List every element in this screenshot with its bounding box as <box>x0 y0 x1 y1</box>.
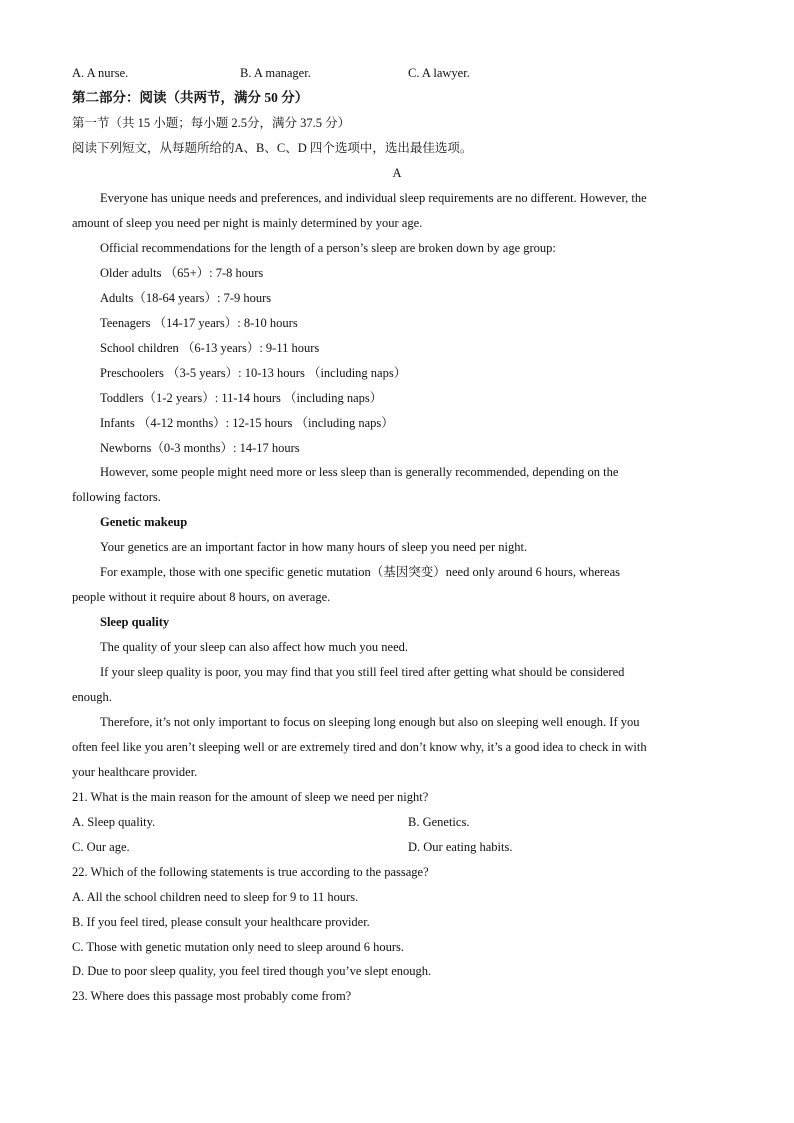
paragraph-4: Your genetics are an important factor in how many hours of sleep you need per night. <box>100 540 528 554</box>
age-group-teenagers: Teenagers （14-17 years）: 8-10 hours <box>100 316 298 330</box>
section-heading: 第一节（共 15 小题；每小题 2.5分，满分 37.5 分） <box>72 116 351 130</box>
paragraph-2: Official recommendations for the length of a person’s sleep are broken down by age group: <box>100 241 556 255</box>
option-c-lawyer: C. A lawyer. <box>408 66 470 80</box>
part-heading: 第二部分：阅读（共两节，满分 50 分） <box>72 90 309 105</box>
question-21-option-b: B. Genetics. <box>408 815 470 829</box>
subheading-genetic-makeup: Genetic makeup <box>100 515 188 529</box>
option-b-manager: B. A manager. <box>240 66 311 80</box>
question-21-option-c: C. Our age. <box>72 840 130 854</box>
paragraph-5-line-2: people without it require about 8 hours, on average. <box>72 590 331 604</box>
option-a-nurse: A. A nurse. <box>72 66 129 80</box>
paragraph-7-line-2: enough. <box>72 690 112 704</box>
paragraph-3-line-2: following factors. <box>72 490 161 504</box>
question-22-option-c: C. Those with genetic mutation only need to sleep around 6 hours. <box>72 940 405 954</box>
age-group-toddlers: Toddlers（1-2 years）: 11-14 hours （including naps） <box>100 391 383 405</box>
paragraph-6: The quality of your sleep can also affect how much you need. <box>100 640 409 654</box>
age-group-infants: Infants （4-12 months）: 12-15 hours （including naps） <box>100 416 394 430</box>
instruction: 阅读下列短文，从每题所给的A、B、C、D 四个选项中，选出最佳选项。 <box>72 141 473 155</box>
paragraph-8-line-1: Therefore, it’s not only important to focus on sleeping long enough but also on sleeping well enough. If you <box>100 715 640 729</box>
passage-label: A <box>392 166 402 180</box>
question-22-option-d: D. Due to poor sleep quality, you feel tired though you’ve slept enough. <box>72 964 432 978</box>
age-group-older-adults: Older adults （65+）: 7-8 hours <box>100 266 264 280</box>
paragraph-3-line-1: However, some people might need more or less sleep than is generally recommended, depending on the <box>100 465 619 479</box>
paragraph-7-line-1: If your sleep quality is poor, you may find that you still feel tired after getting what should be considered <box>100 665 625 679</box>
age-group-adults: Adults（18-64 years）: 7-9 hours <box>100 291 272 305</box>
question-21-option-a: A. Sleep quality. <box>72 815 156 829</box>
paragraph-1-line-2: amount of sleep you need per night is mainly determined by your age. <box>72 216 423 230</box>
question-22-option-a: A. All the school children need to sleep for 9 to 11 hours. <box>72 890 359 904</box>
question-21-stem: 21. What is the main reason for the amount of sleep we need per night? <box>72 790 429 804</box>
age-group-preschoolers: Preschoolers （3-5 years）: 10-13 hours （including naps） <box>100 366 407 380</box>
paragraph-8-line-2: often feel like you aren’t sleeping well or are extremely tired and don’t know why, it’s a good idea to check in with <box>72 740 647 754</box>
paragraph-5-line-1: For example, those with one specific genetic mutation（基因突变）need only around 6 hours, whereas <box>100 565 621 579</box>
question-22-stem: 22. Which of the following statements is true according to the passage? <box>72 865 429 879</box>
subheading-sleep-quality: Sleep quality <box>100 615 170 629</box>
paragraph-8-line-3: your healthcare provider. <box>72 765 198 779</box>
paragraph-1-line-1: Everyone has unique needs and preferences, and individual sleep requirements are no different. However, the <box>100 191 647 205</box>
question-22-option-b: B. If you feel tired, please consult your healthcare provider. <box>72 915 370 929</box>
age-group-newborns: Newborns（0-3 months）: 14-17 hours <box>100 441 300 455</box>
question-23-stem: 23. Where does this passage most probably come from? <box>72 989 352 1003</box>
age-group-school-children: School children （6-13 years）: 9-11 hours <box>100 341 320 355</box>
question-21-option-d: D. Our eating habits. <box>408 840 513 854</box>
